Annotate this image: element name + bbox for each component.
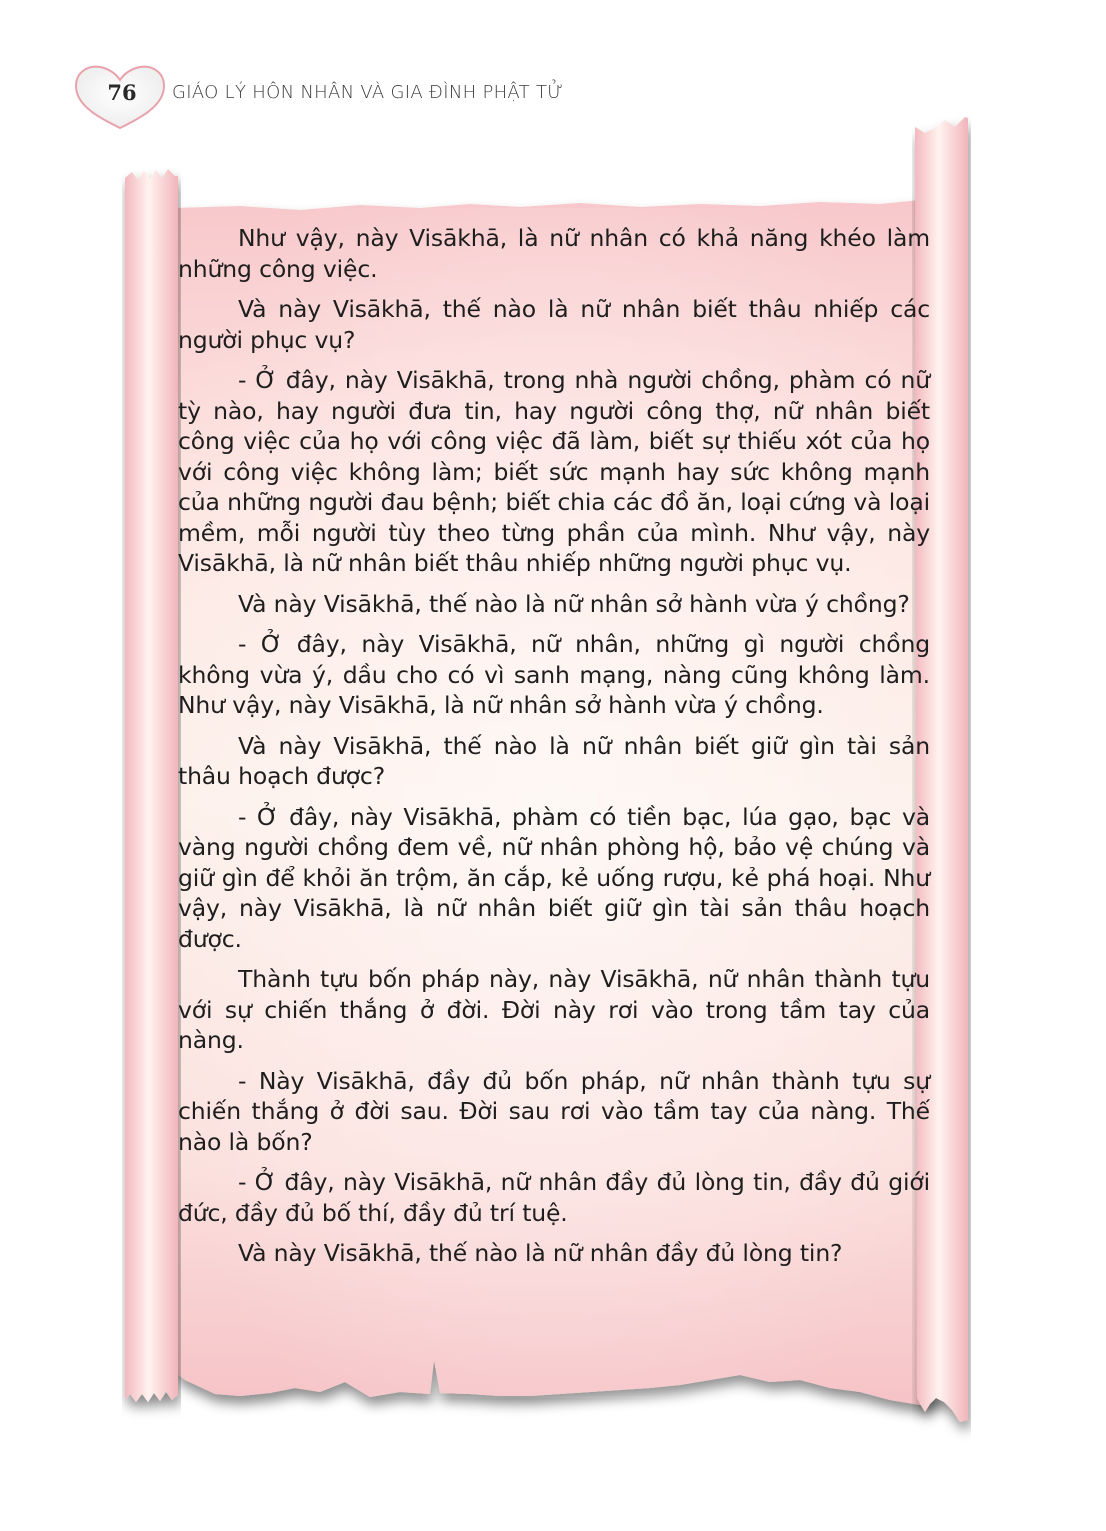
paragraph: Thành tựu bốn pháp này, này Visākhā, nữ nhân thành tựu với sự chiến thắng ở đời. Đời này rơi vào trong tầm tay của nàng. bbox=[178, 965, 930, 1054]
running-title: GIÁO LÝ HÔN NHÂN VÀ GIA ĐÌNH PHẬT TỬ bbox=[172, 82, 564, 103]
paragraph: - Này Visākhā, đầy đủ bốn pháp, nữ nhân thành tựu sự chiến thắng ở đời sau. Đời sau rơi vào tầm tay của nàng. Thế nào là bốn? bbox=[178, 1066, 930, 1156]
page-number: 76 bbox=[107, 80, 137, 105]
paragraph: - Ở đây, này Visākhā, nữ nhân, những gì người chồng không vừa ý, dầu cho có vì sanh mạng, nàng cũng không làm. Như vậy, này Visākhā, là nữ nhân sở hành vừa ý chồng. bbox=[178, 630, 930, 719]
paragraph: - Ở đây, này Visākhā, trong nhà người chồng, phàm có nữ tỳ nào, hay người đưa tin, hay người công thợ, nữ nhân biết công việc của họ với công việc đã làm, biết sự thiếu xót của họ với công việc không làm; biết sức mạnh hay sức không mạnh của những người đau bệnh; biết chia các đồ ăn, loại cứng và loại mềm, mỗi người tùy theo từng phần của mình. Như vậy, này Visākhā, là nữ nhân biết thâu nhiếp những người phục vụ. bbox=[178, 366, 930, 577]
paragraph: Và này Visākhā, thế nào là nữ nhân sở hành vừa ý chồng? bbox=[238, 589, 910, 618]
paragraph: - Ở đây, này Visākhā, nữ nhân đầy đủ lòng tin, đầy đủ giới đức, đầy đủ bố thí, đầy đủ trí tuệ. bbox=[178, 1168, 930, 1227]
paragraph: Và này Visākhā, thế nào là nữ nhân biết thâu nhiếp các người phục vụ? bbox=[178, 295, 930, 354]
paragraph: Và này Visākhā, thế nào là nữ nhân đầy đủ lòng tin? bbox=[238, 1239, 843, 1267]
paragraph: Như vậy, này Visākhā, là nữ nhân có khả năng khéo làm những công việc. bbox=[178, 224, 930, 283]
body-text bbox=[178, 223, 930, 1279]
page-header bbox=[70, 62, 770, 132]
paragraph: Và này Visākhā, thế nào là nữ nhân biết giữ gìn tài sản thâu hoạch được? bbox=[178, 731, 930, 790]
paragraph: - Ở đây, này Visākhā, phàm có tiền bạc, lúa gạo, bạc và vàng người chồng đem về, nữ nhân phòng hộ, bảo vệ chúng và giữ gìn để khỏi ăn trộm, ăn cắp, kẻ uống rượu, kẻ phá hoại. Như vậy, này Visākhā, là nữ nhân biết giữ gìn tài sản thâu hoạch được. bbox=[178, 802, 930, 953]
